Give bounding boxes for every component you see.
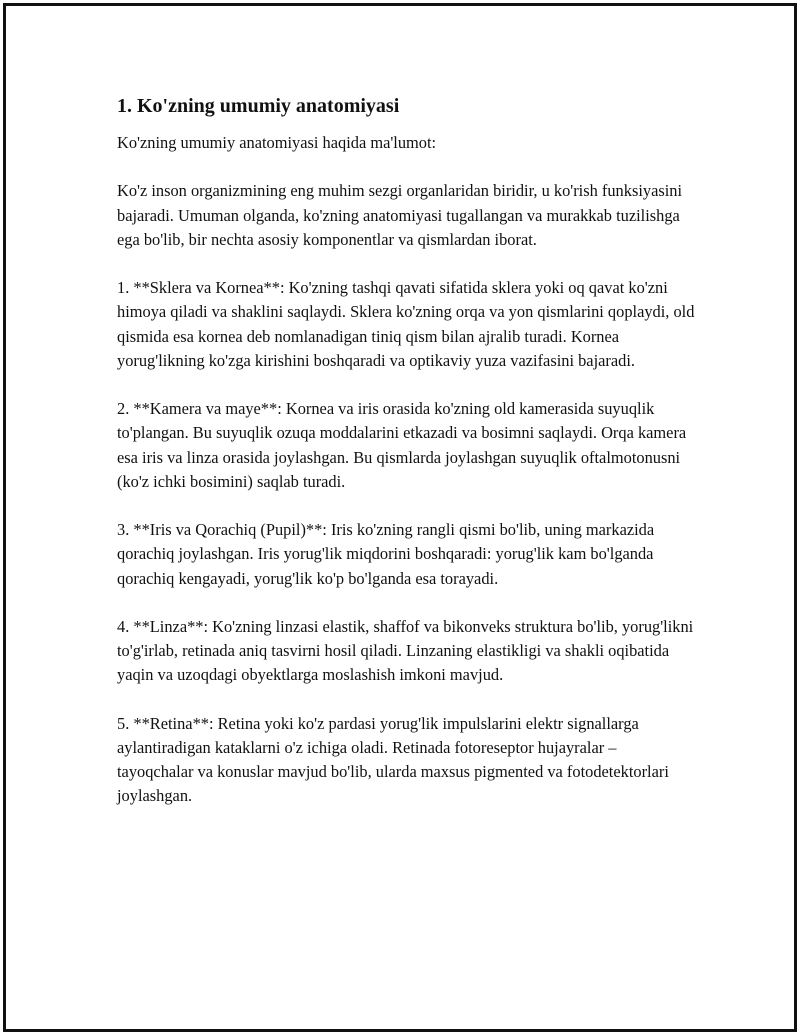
intro-line: Ko'zning umumiy anatomiyasi haqida ma'lumot: <box>117 133 437 152</box>
paragraph-overview: Ko'z inson organizmining eng muhim sezgi organlaridan biridir, u ko'rish funksiyasini bajaradi. Umuman olganda, ko'zning anatomiyasi tugallangan va murakkab tuzilishga ega bo'lib, bir nechta asosiy komponentlar va qismlardan iborat. <box>117 181 683 249</box>
paragraph-kamera-maye: 2. **Kamera va maye**: Kornea va iris orasida ko'zning old kamerasida suyuqlik to'plangan. Bu suyuqlik ozuqa moddalarini etkazadi va bosimni saqlaydi. Orqa kamera esa iris va linza orasida joylashgan. Bu qismlarda joylashgan suyuqlik oftalmotonusni (ko'z ichki bosimini) saqlab turadi. <box>117 399 687 491</box>
document-body <box>117 93 697 809</box>
paragraph-retina: 5. **Retina**: Retina yoki ko'z pardasi yorug'lik impulslarini elektr signallarga aylantiradigan kataklarni o'z ichiga oladi. Retinada fotoreseptor hujayralar – tayoqchalar va konuslar mavjud bo'lib, ularda maxsus pigmented va fotodetektorlari joylashgan. <box>117 713 669 806</box>
paragraph-iris-qorachiq: 3. **Iris va Qorachiq (Pupil)**: Iris ko'zning rangli qismi bo'lib, uning markazida qorachiq joylashgan. Iris yorug'lik miqdorini boshqaradi: yorug'lik kam bo'lganda qorachiq kengayadi, yorug'lik ko'p bo'lganda esa torayadi. <box>117 520 655 588</box>
document-title: 1. Ko'zning umumiy anatomiyasi <box>117 95 400 117</box>
paragraph-sklera-kornea: 1. **Sklera va Kornea**: Ko'zning tashqi qavati sifatida sklera yoki oq qavat ko'zni himoya qiladi va shaklini saqlaydi. Sklera ko'zning orqa va yon qismlarini qoplaydi, old qismida esa kornea deb nomlanadigan tiniq qism bilan ajralib turadi. Kornea yorug'likning ko'zga kirishini boshqaradi va optikaviy yuza vazifasini bajaradi. <box>117 278 695 370</box>
paragraph-linza: 4. **Linza**: Ko'zning linzasi elastik, shaffof va bikonveks struktura bo'lib, yorug'likni to'g'irlab, retinada aniq tasvirni hosil qiladi. Linzaning elastikligi va shakli oqibatida yaqin va uzoqdagi obyektlarga moslashish imkoni mavjud. <box>117 616 694 685</box>
